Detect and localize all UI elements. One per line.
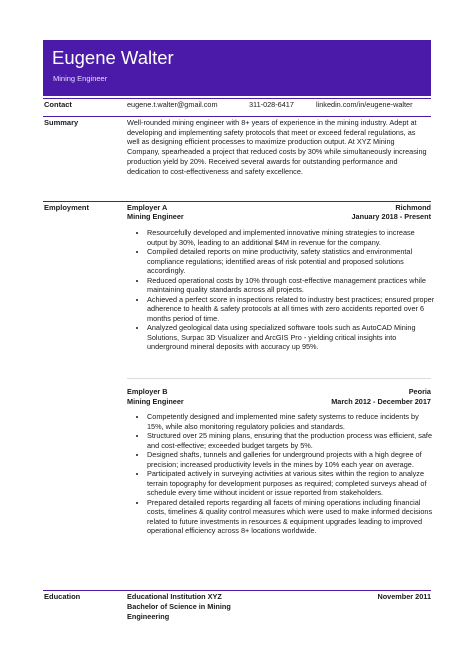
job-dates: March 2012 - December 2017 [331,397,431,406]
job-bullet: • Competently designed and implemented mine safety systems to reduce incidents by 15%, while also monitoring regulatory policies and standards. [147,412,437,431]
education-degree: Bachelor of Science in Mining Engineering [127,602,231,621]
education-rule [43,590,431,591]
contact-rule [43,98,431,99]
summary-rule [43,116,431,117]
job-bullet: • Prepared detailed reports regarding all facets of mining operations including financial costs, timelines & quality control measures which were used to make informed decisions related to future investments in resources & equipment upgrades leading to improved operational efficiency across 8+ locations worldwide. [147,498,437,536]
education-date: November 2011 [377,592,431,601]
contact-linkedin[interactable]: linkedin.com/in/eugene-walter [316,100,413,109]
job-role: Mining Engineer [127,397,184,406]
candidate-title: Mining Engineer [53,74,108,83]
job-bullet: • Resourcefully developed and implemented innovative mining strategies to increase output by 30%, leading to an additional $4M in revenue for the company. [147,228,437,247]
contact-label: Contact [44,100,72,109]
education-label: Education [44,592,81,601]
job-bullet: • Compiled detailed reports on mine productivity, safety statistics and environmental compliance regulations; identified areas of risk potential and proposed solutions accordingly. [147,247,437,276]
job-dates: January 2018 - Present [351,212,431,221]
job-role: Mining Engineer [127,212,184,221]
job-divider [127,378,431,379]
job-bullets [137,228,437,352]
job-bullet: • Analyzed geological data using specialized software tools such as AutoCAD Mining Solutions, Surpac 3D Visualizer and ArcGIS Pro - yielding critical insights into underground mineral deposits with accuracy up 95%. [147,323,437,352]
job-bullets [137,412,437,536]
resume-header [43,40,431,96]
job-bullet: • Structured over 25 mining plans, ensuring that the production process was efficient, safe and cost-effective; exceeded budget targets by 5%. [147,431,437,450]
contact-email[interactable]: eugene.t.walter@gmail.com [127,100,218,109]
summary-text: Well-rounded mining engineer with 8+ years of experience in the mining industry. Adept at developing and implementing safety protocols that meet or exceed federal regulations, as well as designing efficient processes to maximize production output. At XYZ Mining Company, spearheaded a project that reduced costs by 30% while simultaneously increasing production yield by 20%. Received several awards for outstanding performance and dedication to cost-effectiveness and safety excellence. [127,118,427,176]
job-bullet: • Reduced operational costs by 10% through cost-effective management practices while maintaining quality standards across all projects. [147,276,437,295]
job-location: Richmond [395,203,431,212]
summary-label: Summary [44,118,79,127]
job-bullet: • Achieved a perfect score in inspections related to industry best practices; ensured proper adherence to health & safety protocols at all times with zero accidents reported over 6 months period of time. [147,295,437,324]
job-bullet: • Designed shafts, tunnels and galleries for underground projects with a high degree of precision; increased productivity levels in the mines by 10% each year on average. [147,450,437,469]
job-bullet: • Participated actively in surveying activities at various sites within the region to analyze terrain topography for development purposes as required; completed surveys ahead of schedule every time without incident or issue reported from stakeholders. [147,469,437,498]
employment-rule [43,201,431,202]
candidate-name: Eugene Walter [52,47,174,68]
education-institution: Educational Institution XYZ [127,592,222,601]
job-location: Peoria [408,387,431,396]
job-employer: Employer B [127,387,168,396]
job-employer: Employer A [127,203,168,212]
contact-phone[interactable]: 311-028-6417 [249,100,294,109]
employment-label: Employment [44,203,90,212]
